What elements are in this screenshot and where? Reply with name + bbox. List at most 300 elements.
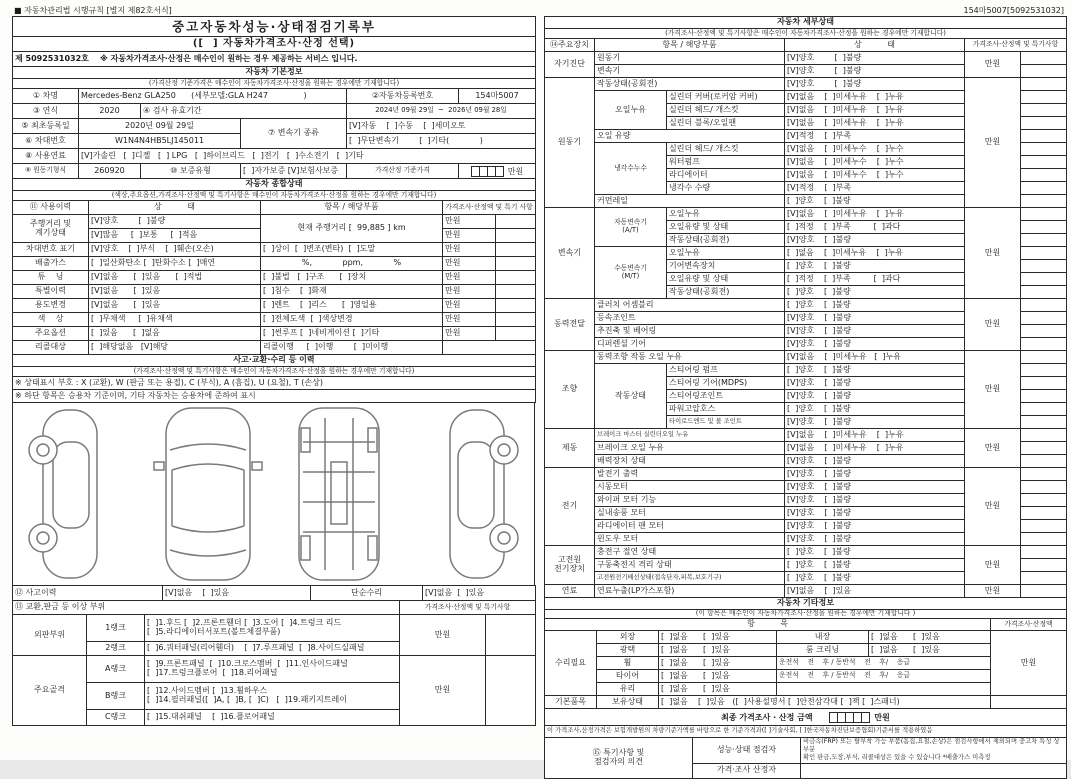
label-cell: 기어변속장치 xyxy=(667,260,785,273)
label-cell: 실린더 커버(로커암 커버) xyxy=(667,91,785,104)
label-cell: 가격산정 기준가격 xyxy=(347,164,459,179)
label-cell: 실린더 헤드/ 개스킷 xyxy=(667,104,785,117)
label-cell: (가격조사·산정액 및 특기사항은 매수인이 자동차가격조사·산정을 원하는 경우에만 기재합니다) xyxy=(545,29,1067,39)
label-cell: 외장 xyxy=(597,631,659,644)
registration-number-value: 154마5007 xyxy=(459,89,536,104)
label-cell: 오일누유 xyxy=(595,91,667,130)
label-cell: (이 항목은 매수인이 자동차가격조사·산정을 원하는 경우에만 기재합니다 ) xyxy=(545,610,1067,619)
checkbox-cell[interactable]: [ ]불법 [ ]구조 [ ]장치 xyxy=(261,271,443,285)
checkbox-cell[interactable]: [V]없음 [ ]있음 xyxy=(89,285,261,299)
label-cell: 타이어 xyxy=(597,670,659,683)
checkbox-cell[interactable]: [ ]양호 [ ]불량 xyxy=(785,260,965,273)
inspector-table xyxy=(544,737,1067,779)
checkbox-cell[interactable]: [ ]일산화탄소 [ ]탄화수소 [ ]매연 xyxy=(89,257,261,271)
empty-cell xyxy=(777,683,991,696)
label-cell: 운전석 전 후 / 동반석 전 후/ 응급 xyxy=(777,670,991,683)
checkbox-cell[interactable]: [ ]양호 [ ]불량 xyxy=(785,299,965,312)
checkbox-cell[interactable]: [V]없음 [ ]있음 xyxy=(785,585,965,598)
checkbox-cell[interactable]: [V]양호 [ ]불량 xyxy=(785,338,965,351)
label-cell: ⑥ 차대번호 xyxy=(13,134,79,149)
label-cell: 브레이크 마스터 실린더오일 누유 xyxy=(595,429,785,442)
label-cell: 발전기 출력 xyxy=(595,468,785,481)
etc-title: 자동차 기타정보 xyxy=(545,598,1067,610)
empty-cell xyxy=(1021,169,1067,182)
label-cell: ③ 연식 xyxy=(13,104,79,119)
label-cell: 커먼레일 xyxy=(595,195,785,208)
checkbox-cell[interactable]: [ ]1.후드 [ ]2.프론트휀더 [ ]3.도어 [ ]4.트렁크 리드 [ ]5.라디에이터서포트(볼트체결부품) xyxy=(145,615,400,642)
checkbox-cell[interactable]: [V]많음 [ ]보통 [ ]적음 xyxy=(89,229,261,243)
accident-history-table xyxy=(12,585,536,601)
checkbox-cell[interactable]: [ ]없음 [ ]있음 xyxy=(869,631,991,644)
checkbox-cell[interactable]: [V]양호 [ ]불량 xyxy=(785,533,965,546)
checkbox-cell[interactable]: [V]없음 [ ]미세누유 [ ]누유 xyxy=(785,104,965,117)
status-code-note: ※ 하단 항목은 승용차 기준이며, 기타 자동차는 승용차에 준하여 표시 xyxy=(13,390,536,403)
form-rule-header: ■ 자동차관리법 시행규칙 [별지 제82호서식] xyxy=(14,6,172,15)
label-cell: 룸 크리닝 xyxy=(777,644,869,657)
empty-cell xyxy=(1021,286,1067,299)
left-page xyxy=(12,3,535,726)
label-cell: 항목 / 해당부품 xyxy=(595,39,785,52)
engine-group: 원동기 xyxy=(545,78,595,208)
checkbox-cell[interactable]: [V]양호 [ ]불량 xyxy=(785,520,965,533)
checkbox-cell[interactable]: [V]양호 [ ]불량 xyxy=(785,468,965,481)
label-cell: 구동축전지 격리 상태 xyxy=(595,559,785,572)
empty-cell xyxy=(1021,403,1067,416)
first-registration-value: 2020년 09월 29일 xyxy=(79,119,241,134)
empty-cell xyxy=(1021,130,1067,143)
empty-cell xyxy=(1021,65,1067,78)
car-left-side-diagram xyxy=(25,404,137,584)
checkbox-cell[interactable]: [ ]양호 [ ]불량 xyxy=(785,286,965,299)
empty-cell xyxy=(1021,208,1067,221)
basic-info-note: (가격산정 기준가격은 매수인이 자동차가격조사·산정을 원하는 경우에만 기재합니다) xyxy=(13,79,536,89)
basic-info-table xyxy=(12,66,536,179)
label-cell: 추진축 및 베어링 xyxy=(595,325,785,338)
detail-title: 자동차 세부상태 xyxy=(545,17,1067,29)
empty-cell xyxy=(496,243,536,257)
recall-action-options: 리콜이행 [ ]이행 [ ]미이행 xyxy=(261,341,443,355)
empty-cell xyxy=(1021,195,1067,208)
empty-cell xyxy=(496,285,536,299)
label-cell: 충전구 절연 상태 xyxy=(595,546,785,559)
final-price-table xyxy=(544,708,1067,738)
vehicle-name-value: Mercedes-Benz GLA250 (세부모델:GLA H247 ) xyxy=(79,89,347,104)
warranty-options: [ ]자가보증 [V]보험사보증 xyxy=(241,164,347,179)
label-cell: 오일누유 xyxy=(667,208,785,221)
checkbox-cell[interactable]: [V]양호 [ ]불량 xyxy=(89,215,261,229)
brake-group: 제동 xyxy=(545,429,595,468)
label-cell: 리콜대상 xyxy=(13,341,89,355)
label-cell: 오일유량 및 상태 xyxy=(667,221,785,234)
checkbox-cell[interactable]: [ ]상이 [ ]변조(변타) [ ]도말 xyxy=(261,243,443,257)
price-cell: 만원 xyxy=(965,208,1021,299)
empty-cell xyxy=(486,615,536,656)
label-cell: 윈도우 모터 xyxy=(595,533,785,546)
label-cell: 실린더 블록/오일팬 xyxy=(667,117,785,130)
label-cell: 오일유량 및 상태 xyxy=(667,273,785,286)
checkbox-cell[interactable]: [V]적정 [ ]부족 xyxy=(785,182,965,195)
checkbox-cell[interactable]: [V]없음 [ ]있음 xyxy=(89,299,261,313)
left-top-tables xyxy=(12,16,535,403)
empty-cell xyxy=(496,257,536,271)
checkbox-cell[interactable]: [V]없음 [ ]미세누유 [ ]누유 xyxy=(785,351,965,364)
performance-inspector-label: 성능·상태 점검자 xyxy=(693,738,801,764)
transmission-group: 변속기 xyxy=(545,208,595,299)
price-cell: 만원 xyxy=(443,215,496,229)
inspection-validity-label: ④ 검사 유효기간 xyxy=(141,104,347,119)
checkbox-cell[interactable]: [ ]없음 [ ]있음 xyxy=(659,657,777,670)
checkbox-cell[interactable]: [ ]없음 [ ]미세누유 [ ]누유 xyxy=(785,247,965,260)
label-cell: 항목 / 해당부품 xyxy=(261,201,443,215)
checkbox-cell[interactable]: [ ]없음 [ ]있음 xyxy=(659,683,777,696)
checkbox-cell[interactable]: [ ]양호 [ ]불량 xyxy=(785,403,965,416)
checkbox-cell[interactable]: [ ]렌트 [ ]리스 [ ]영업용 xyxy=(261,299,443,313)
checkbox-cell[interactable]: [V]없음 [ ]미세누수 [ ]누수 xyxy=(785,169,965,182)
price-cell: 만원 xyxy=(965,585,1021,598)
blank-amount-box xyxy=(495,166,504,177)
price-cell: 만원 xyxy=(400,656,486,726)
empty-cell xyxy=(1021,91,1067,104)
fuel-group: 연료 xyxy=(545,585,595,598)
empty-cell xyxy=(1021,338,1067,351)
checkbox-cell[interactable]: [V]양호 [ ]불량 xyxy=(785,325,965,338)
checkbox-cell[interactable]: [ ]없음 [ ]있음 xyxy=(869,644,991,657)
label-cell: 동력조향 작동 오일 누유 xyxy=(595,351,785,364)
label-cell: 가격조사·산정액 xyxy=(991,619,1067,631)
checkbox-cell[interactable]: [ ]15.대쉬패널 [ ]16.플로어패널 xyxy=(145,710,400,726)
title-table xyxy=(12,16,536,67)
checkbox-cell[interactable]: [ ]적정 [ ]부족 [ ]과다 xyxy=(785,221,965,234)
label-cell: 냉각수 수량 xyxy=(667,182,785,195)
checkbox-cell[interactable]: [ ]있음 [ ]없음 xyxy=(89,327,261,341)
car-damage-diagram-area xyxy=(12,402,535,586)
empty-cell xyxy=(1021,533,1067,546)
empty-cell xyxy=(991,696,1067,709)
checkbox-cell[interactable]: [V]없음 [ ]미세누유 [ ]누유 xyxy=(785,442,965,455)
empty-cell xyxy=(1021,364,1067,377)
checkbox-cell[interactable]: [V]양호 [ ]불량 xyxy=(785,416,965,429)
label-cell: ⑩ 보증유형 xyxy=(141,164,241,179)
label-cell: 자동변속기 (A/T) xyxy=(595,208,667,247)
etc-info-table xyxy=(544,597,1067,619)
checkbox-cell[interactable]: [ ]전체도색 [ ]색상변경 xyxy=(261,313,443,327)
label-cell: 보유상태 xyxy=(597,696,659,709)
empty-cell xyxy=(1021,455,1067,468)
checkbox-cell[interactable]: [V]양호 [ ]부식 [ ]훼손(오손) xyxy=(89,243,261,257)
checkbox-cell[interactable]: [ ]양호 [ ]불량 xyxy=(785,364,965,377)
exchange-section-label: ⑬ 교환,판금 등 이상 부위 xyxy=(13,601,400,615)
steering-group: 조향 xyxy=(545,351,595,429)
price-cell: 만원 xyxy=(443,327,496,341)
empty-cell xyxy=(496,299,536,313)
empty-cell xyxy=(1021,312,1067,325)
recall-options: [ ]해당없음 [V]해당 xyxy=(89,341,261,355)
vehicle-name-label: ① 차명 xyxy=(13,89,79,104)
label-cell: ⑭주요장치 xyxy=(545,39,595,52)
label-cell: 라디에이터 xyxy=(667,169,785,182)
label-cell: 내장 xyxy=(777,631,869,644)
label-cell: 차대번호 표기 xyxy=(13,243,89,257)
electrical-group: 전기 xyxy=(545,468,595,546)
checkbox-cell[interactable]: [V]없음 [ ]미세누수 [ ]누수 xyxy=(785,143,965,156)
empty-cell xyxy=(496,229,536,243)
transmission-options-1: [V]자동 [ ]수동 [ ]세미오토 xyxy=(347,119,536,134)
empty-cell xyxy=(1021,78,1067,91)
checkbox-cell[interactable]: [ ]없음 [ ]있음 xyxy=(659,644,777,657)
label-cell: 휠 xyxy=(597,657,659,670)
label-cell: 배력장치 상태 xyxy=(595,455,785,468)
label-cell: 가격조사·산정액 및 특기 사항 xyxy=(443,201,536,215)
label-cell: 원동기 xyxy=(595,52,785,65)
checkbox-cell[interactable]: [ ]없음 [ ]있음 xyxy=(659,631,777,644)
label-cell: 시동모터 xyxy=(595,481,785,494)
high-voltage-group: 고전원 전기장치 xyxy=(545,546,595,585)
empty-cell xyxy=(1021,117,1067,130)
label-cell: 연료누출(LP가스포함) xyxy=(595,585,785,598)
empty-cell xyxy=(1021,520,1067,533)
checkbox-cell[interactable]: [V]양호 [ ]불량 xyxy=(785,312,965,325)
label-cell: 배출가스 xyxy=(13,257,89,271)
page-ref-header: 154마5007[5092531032] xyxy=(963,6,1064,15)
price-cell: 만원 xyxy=(443,243,496,257)
label-cell: 스티어링 기어(MDPS) xyxy=(667,377,785,390)
checkbox-cell[interactable]: [V]양호 [ ]불량 xyxy=(785,52,965,65)
label-cell: C랭크 xyxy=(87,710,145,726)
right-page xyxy=(544,3,1066,779)
empty-cell xyxy=(1021,468,1067,481)
label-cell: 가격조사·산정액 및 특기사항 xyxy=(965,39,1067,52)
car-right-side-diagram xyxy=(410,404,522,584)
overall-note: (색상,주요옵션,가격조사·산정액 및 특기사항은 매수인이 자동차가격조사·산정을 원하는 경우에만 기재합니다) xyxy=(13,191,536,201)
blank-amount-box xyxy=(861,712,870,723)
checkbox-cell[interactable]: [ ]12.사이드멤버 [ ]13.휠하우스 [ ]14.필러패널([ ]A, [ ]B, [ ]C) [ ]19.패키지트레이 xyxy=(145,683,400,710)
price-cell: 만원 xyxy=(965,351,1021,429)
checkbox-cell[interactable]: [V]양호 [ ]불량 xyxy=(785,494,965,507)
label-cell: ⑤ 최초등록일 xyxy=(13,119,79,134)
checkbox-cell[interactable]: [V]양호 [ ]불량 xyxy=(785,455,965,468)
self-diagnosis-group: 자기진단 xyxy=(545,52,595,78)
checkbox-cell[interactable]: [V]없음 [ ]미세누유 [ ]누유 xyxy=(785,117,965,130)
empty-cell xyxy=(1021,494,1067,507)
transmission-options-2: [ ]무단변속기 [ ]기타( ) xyxy=(347,134,536,149)
empty-cell xyxy=(1021,260,1067,273)
price-cell: 만원 xyxy=(965,468,1021,546)
empty-cell xyxy=(1021,442,1067,455)
empty-cell xyxy=(1021,351,1067,364)
inspection-validity-value: 2024년 09월 29일 ~ 2026년 09월 28일 xyxy=(347,104,536,119)
mileage-label: 주행거리 및 계기상태 xyxy=(13,215,89,243)
price-cell: 만원 xyxy=(443,299,496,313)
label-cell: 오일누유 xyxy=(667,247,785,260)
special-notes-label: ⑮ 특기사항 및 점검자의 의견 xyxy=(545,738,693,779)
price-cell: 만원 xyxy=(965,52,1021,78)
empty-cell xyxy=(1021,546,1067,559)
empty-cell xyxy=(1021,234,1067,247)
checkbox-cell[interactable]: [V]없음 [ ]미세누수 [ ]누수 xyxy=(785,156,965,169)
label-cell: 가격조사·산정액 및 특기사항 xyxy=(400,601,536,615)
label-cell: (가격조사·산정액 및 특기사항은 매수인이 자동차가격조사·산정을 원하는 경우에만 기재합니다) xyxy=(13,367,536,377)
car-underbody-diagram xyxy=(279,404,399,584)
label-cell: 색 상 xyxy=(13,313,89,327)
label-cell: B랭크 xyxy=(87,683,145,710)
checkbox-cell[interactable]: [V]없음 [ ]미세누유 [ ]누유 xyxy=(785,91,965,104)
empty-cell xyxy=(496,313,536,327)
basic-info-title: 자동차 기본정보 xyxy=(13,67,536,79)
label-cell: 라디에이터 팬 모터 xyxy=(595,520,785,533)
accident-history-label: ⑫ 사고이력 xyxy=(13,586,163,601)
checkbox-cell[interactable]: [V]양호 [ ]불량 xyxy=(785,481,965,494)
label-cell: 항 목 xyxy=(545,619,991,631)
label-cell: 타이로드엔드 및 볼 조인트 xyxy=(667,416,785,429)
label-cell: 용도변경 xyxy=(13,299,89,313)
checkbox-cell[interactable]: [V]양호 [ ]불량 xyxy=(785,65,965,78)
power-transfer-group: 동력전달 xyxy=(545,299,595,351)
checkbox-cell[interactable]: [ ]양호 [ ]불량 xyxy=(785,559,965,572)
empty-cell xyxy=(1021,325,1067,338)
label-cell: 실내송풍 모터 xyxy=(595,507,785,520)
main-frame-group: 주요골격 xyxy=(13,656,87,726)
label-cell: 주요옵션 xyxy=(13,327,89,341)
usage-header: ⑪ 사용이력 xyxy=(13,201,89,215)
empty-cell xyxy=(1021,104,1067,117)
usage-history-table xyxy=(12,200,536,355)
accident-history-options: [V]없음 [ ]있음 xyxy=(163,586,311,601)
label-cell: 와이퍼 모터 기능 xyxy=(595,494,785,507)
empty-cell xyxy=(1021,481,1067,494)
simple-repair-label: 단순수리 xyxy=(311,586,423,601)
current-mileage-value: 현재 주행거리 [ 99,885 ] km xyxy=(261,215,443,243)
exterior-panel-group: 외판부위 xyxy=(13,615,87,656)
detail-status-table xyxy=(544,16,1067,598)
simple-repair-options: [V]없음 [ ]있음 xyxy=(423,586,536,601)
basic-items-group: 기본품목 xyxy=(545,696,597,709)
overall-title: 자동차 종합상태 xyxy=(13,179,536,191)
checkbox-cell[interactable]: [V]양호 [ ]불량 xyxy=(785,377,965,390)
checkbox-cell[interactable]: [ ]침수 [ ]화재 xyxy=(261,285,443,299)
empty-cell xyxy=(1021,559,1067,572)
checkbox-cell[interactable]: [ ]적정 [ ]부족 [ ]과다 xyxy=(785,273,965,286)
empty-cell xyxy=(1021,572,1067,585)
checkbox-cell[interactable]: [V]양호 [ ]불량 xyxy=(785,78,965,91)
checkbox-cell[interactable]: [V]없음 [ ]미세누유 [ ]누유 xyxy=(785,429,965,442)
vin-value: W1N4N4HB5LJ145011 xyxy=(79,134,241,149)
checkbox-cell[interactable]: [ ]없음 [ ]있음 ([ ]사용설명서 [ ]안전삼각대 [ ]잭 [ ]스패너) xyxy=(659,696,991,709)
base-price-boxes: 만원 xyxy=(459,164,536,179)
price-assessor-label: 가격·조사 산정자 xyxy=(693,763,801,778)
empty-cell xyxy=(496,215,536,229)
label-cell: 워터펌프 xyxy=(667,156,785,169)
label-cell: 유리 xyxy=(597,683,659,696)
label-cell: 작동상태(공회전) xyxy=(595,78,785,91)
label-cell: 디퍼렌셜 기어 xyxy=(595,338,785,351)
price-cell: 만원 xyxy=(443,257,496,271)
checkbox-cell[interactable]: [V]양호 [ ]불량 xyxy=(785,507,965,520)
empty-cell xyxy=(1021,156,1067,169)
label-cell: 특별이력 xyxy=(13,285,89,299)
checkbox-cell[interactable]: [ ]6.쿼터패널(리어휀더) [ ]7.루프패널 [ ]8.사이드실패널 xyxy=(145,642,400,656)
right-tables xyxy=(544,16,1066,779)
price-cell: 만원 xyxy=(400,615,486,656)
empty-cell xyxy=(1021,507,1067,520)
label-cell: 수동변속기 (M/T) xyxy=(595,247,667,299)
checkbox-cell[interactable]: [ ]썬루프 [ ]네비게이션 [ ]기타 xyxy=(261,327,443,341)
overall-status-table xyxy=(12,178,536,201)
form-title: 중고자동차성능·상태점검기록부 xyxy=(13,17,536,37)
price-cell: 만원 xyxy=(991,631,1067,696)
label-cell: 상 태 xyxy=(785,39,965,52)
checkbox-cell[interactable]: [V]양호 [ ]불량 xyxy=(785,234,965,247)
label-cell: %, ppm, % xyxy=(261,257,443,271)
checkbox-cell[interactable]: [ ]무채색 [ ]유채색 xyxy=(89,313,261,327)
checkbox-cell[interactable]: [V]적정 [ ]부족 xyxy=(785,130,965,143)
price-cell: 만원 xyxy=(443,271,496,285)
price-cell: 만원 xyxy=(443,313,496,327)
inspector-note: 비금속(FRP) 또는 탈부착 가능 부품(흠집,요철,손상)은 점검사항에서 제외되며 중고차 특성 상 부분 확인 판금,도장,부식, 리콜대상은 있을 수 있습니다 *배출가스 미측정 xyxy=(801,738,1067,764)
checkbox-cell[interactable]: [V]없음 [ ]미세누유 [ ]누유 xyxy=(785,208,965,221)
repair-needed-table xyxy=(544,618,1067,709)
engine-model-value: 260920 xyxy=(79,164,141,179)
empty-cell xyxy=(1021,273,1067,286)
empty-cell xyxy=(1021,585,1067,598)
price-cell: 만원 xyxy=(965,78,1021,208)
empty-cell xyxy=(1021,143,1067,156)
transmission-type-label: ⑦ 변속기 종류 xyxy=(241,119,347,149)
checkbox-cell[interactable]: [V]없음 [ ]있음 [ ]적법 xyxy=(89,271,261,285)
label-cell: 등속조인트 xyxy=(595,312,785,325)
label-cell: 스티어링조인트 xyxy=(667,390,785,403)
label-cell: 고전원전기배선상태(접속단자,피복,보호기구) xyxy=(595,572,785,585)
label-cell: 작동상태(공회전) xyxy=(667,286,785,299)
empty-cell xyxy=(486,656,536,726)
price-cell: 만원 xyxy=(965,299,1021,351)
fuel-options: [V]가솔린 [ ]디젤 [ ] LPG [ ]하이브리드 [ ]전기 [ ]수소전기 [ ]기타 xyxy=(79,149,536,164)
label-cell: 클러치 어셈블리 xyxy=(595,299,785,312)
label-cell: 광택 xyxy=(597,644,659,657)
report-number: 제 5092531032호 ※ 자동차가격조사·산정은 매수인이 원하는 경우 제공하는 서비스 입니다. xyxy=(13,52,536,67)
label-cell: ⑧ 사용연료 xyxy=(13,149,79,164)
label-cell: A랭크 xyxy=(87,656,145,683)
checkbox-cell[interactable]: [ ]양호 [ ]불량 xyxy=(785,572,965,585)
price-cell: 만원 xyxy=(443,229,496,243)
checkbox-cell[interactable]: [ ]양호 [ ]불량 xyxy=(785,546,965,559)
label-cell: 작동상태 xyxy=(595,364,667,429)
checkbox-cell[interactable]: [ ]9.프론트패널 [ ]10.크로스멤버 [ ]11.인사이드패널 [ ]17.트렁크플로어 [ ]18.리어패널 xyxy=(145,656,400,683)
left-bottom-tables xyxy=(12,585,535,726)
form-subtitle: ([ ] 자동차가격조사·산정 선택) xyxy=(13,37,536,52)
empty-cell xyxy=(496,327,536,341)
empty-cell xyxy=(1021,377,1067,390)
exchange-table xyxy=(12,600,536,726)
registration-number-label: ②자동차등록번호 xyxy=(347,89,459,104)
price-cell: 만원 xyxy=(443,285,496,299)
checkbox-cell[interactable]: [V]양호 [ ]불량 xyxy=(785,390,965,403)
label-cell: 튜 닝 xyxy=(13,271,89,285)
empty-cell xyxy=(801,763,1067,778)
label-cell: ⑨ 원동기형식 xyxy=(13,164,79,179)
label-cell: 오일 유량 xyxy=(595,130,785,143)
final-price-row: 최종 가격조사 · 산정 금액 만원 xyxy=(545,709,1067,726)
accident-section-title: 사고·교환·수리 등 이력 xyxy=(13,355,536,367)
empty-cell xyxy=(1021,299,1067,312)
empty-cell xyxy=(1021,221,1067,234)
accident-header-table xyxy=(12,354,536,403)
checkbox-cell[interactable]: [ ]없음 [ ]있음 xyxy=(659,670,777,683)
label-cell: 1랭크 xyxy=(87,615,145,642)
label-cell: 변속기 xyxy=(595,65,785,78)
checkbox-cell[interactable]: [ ]양호 [ ]불량 xyxy=(785,195,965,208)
label-cell: 작동상태(공회전) xyxy=(667,234,785,247)
empty-cell xyxy=(496,271,536,285)
